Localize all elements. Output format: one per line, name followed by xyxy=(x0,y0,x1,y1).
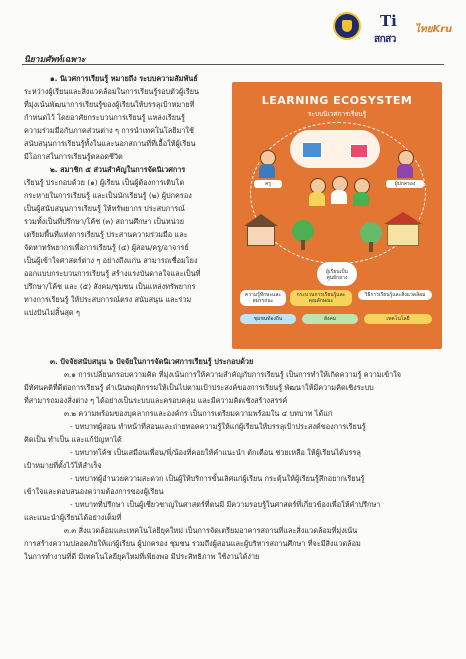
tree-icon xyxy=(292,220,314,242)
text-line: เข้าใจและตอบสนองความต้องการของผู้เรียน xyxy=(24,487,164,496)
factor-chip: เทคโนโลยี xyxy=(364,314,432,324)
text-line: ระหว่างผู้เรียนและสิ่งแวดล้อมในการเรียนรู้รอบตัวผู้เรียน xyxy=(24,87,199,96)
factor-chip: สังคม xyxy=(302,314,358,324)
text-line: ๓.๒ ความพร้อมของบุคลากรและองค์กร เป็นการเตรียมความพร้อมใน ๔ บทบาท ได้แก่ xyxy=(64,409,333,418)
paragraph-3 xyxy=(24,355,401,563)
text-line: - บทบาทโค้ช เป็นเสมือนเพื่อน/พี่/น้องที่คอยให้คำแนะนำ ตักเตือน ช่วยเหลือ ให้ผู้เรียนได้บรรลุ xyxy=(70,448,361,457)
learner-center-label: ผู้เรียนเป็นศูนย์กลาง xyxy=(326,269,348,281)
tree-trunk-icon xyxy=(301,240,305,250)
text-line: ๓. ปัจจัยสนับสนุน ๖ ปัจจัยในการจัดนิเวศการเรียนรู้ ประกอบด้วย xyxy=(50,357,254,366)
text-line: ที่สามารถมองสิ่งต่าง ๆ ได้อย่างเป็นระบบและครอบคลุม และมีความคิดเชิงสร้างสรรค์ xyxy=(24,396,288,405)
text-line: มีโอกาสในการเรียนรู้ตลอดชีวิต xyxy=(24,152,123,161)
text-line: และแนะนำผู้เรียนได้อย่างเต็มที่ xyxy=(24,513,122,522)
text-line: จัดหาทรัพยากรเพื่อการเรียนรู้ (๔) ผู้สอน/ครู/อาจารย์ xyxy=(24,243,189,252)
text-line: รวมทั้งเป็นที่ปรึกษา/โค้ช (๓) สถานศึกษา เป็นหน่วย xyxy=(24,217,185,226)
text-line: เป็นผู้สนับสนุนการเรียนรู้ ให้ทรัพยากร ประสบการณ์ xyxy=(24,204,185,213)
tree-trunk-icon xyxy=(369,242,373,252)
text-line: กระหายในการเรียนรู้ และเป็นนักเรียนรู้ (๒) ผู้ปกครอง xyxy=(24,191,192,200)
text-line: - บทบาทผู้สอน ทำหน้าที่สอนและถ่ายทอดความรู้ให้แก่ผู้เรียนให้บรรลุเป้าประสงค์ของการเรียนรู้ xyxy=(70,422,366,431)
text-line: ปรึกษา/โค้ช และ (๕) สังคม/ชุมชน เป็นแหล่งทรัพยากร xyxy=(24,282,196,291)
tsri-logo-icon: Ti สกสว xyxy=(374,12,397,45)
text-line: - บทบาทผู้อำนวยความสะดวก เป็นผู้ให้บริการขั้นเลิศแก่ผู้เรียน กระตุ้นให้ผู้เรียนรู้สึกอยากเรียนรู้ xyxy=(70,474,365,483)
teacher-label: ครู xyxy=(254,180,282,188)
page-header xyxy=(0,0,466,54)
text-line: ๓.๑ การเปลี่ยนกรอบความคิด ที่มุ่งเน้นการให้ความสำคัญกับการเรียนรู้ เป็นการทำให้เกิดความรู้ ความเข้าใจ xyxy=(64,370,402,379)
text-line: ทางการเรียนรู้ ให้ประสบการณ์ตรง สนับสนุน และร่วม xyxy=(24,295,192,304)
teacher-body-icon xyxy=(259,164,275,178)
text-line: มีทัศนคติที่ดีต่อการเรียนรู้ ดำเนินพฤติกรรมให้เป็นไปตามเป้าประสงค์ของการเรียนรู้ พัฒนาให้มีความคิดเชิงระบบ xyxy=(24,383,374,392)
tree-icon xyxy=(360,222,382,244)
section-label: นิยามศัพท์เฉพาะ xyxy=(24,55,86,65)
text-line: เป้าหมายที่ตั้งไว้ให้สำเร็จ xyxy=(24,461,102,470)
factor-chip: ความรู้ทักษะและสมรรถนะ xyxy=(240,290,286,306)
paragraph-1 xyxy=(24,72,199,163)
illustration-title: LEARNING ECOSYSTEM xyxy=(261,94,413,107)
tsri-logo-text: สกสว xyxy=(374,34,396,45)
factor-chip: ชุมชนท้องถิ่น xyxy=(240,314,296,324)
book-icon xyxy=(350,144,368,158)
text-line: ๓.๓ สิ่งแวดล้อมและเทคโนโลยียุคใหม่ เป็นการจัดเตรียมอาคารสถานที่และสิ่งแวดล้อมที่มุ่งเน้น xyxy=(64,526,358,535)
parent-label: ผู้ปกครอง xyxy=(386,180,424,188)
student-body-icon xyxy=(331,190,347,204)
text-line: กำหนดไว้ โดยอาศัยกระบวนการเรียนรู้ แหล่งเรียนรู้ xyxy=(24,113,185,122)
text-line: การสร้างความปลอดภัยให้แก่ผู้เรียน ผู้ปกครอง ชุมชน รวมถึงผู้สอนและผู้บริหารสถานศึกษา ที่จะมีสิ่งแวดล้อม xyxy=(24,539,361,548)
text-line: - บทบาทที่ปรึกษา เป็นผู้เชี่ยวชาญในศาสตร์ที่ตนมี มีความรอบรู้ในศาสตร์ที่เกี่ยวข้องเพื่อให้คำปรึกษา xyxy=(70,500,381,509)
text-line: ที่มุ่งเน้นพัฒนาการเรียนรู้ของผู้เรียนให้บรรลุเป้าหมายที่ xyxy=(24,100,195,109)
text-line: เรียนรู้ ประกอบด้วย (๑) ผู้เรียน เป็นผู้ต้องการเติบโต xyxy=(24,178,185,187)
header-divider xyxy=(22,64,444,65)
text-line: ออกแบบกระบวนการเรียนรู้ สร้างแรงบันดาลใจและเป็นที่ xyxy=(24,269,201,278)
text-line: ความร่วมมือกับภาคส่วนต่าง ๆ การนำเทคโนโลยีมาใช้ xyxy=(24,126,194,135)
parent-body-icon xyxy=(397,164,413,178)
text-line: สนับสนุนการเรียนรู้ทั้งในและนอกสถานที่ที่เอื้อให้ผู้เรียน xyxy=(24,139,196,148)
seal-logo-icon xyxy=(333,12,361,40)
student-body-icon xyxy=(353,192,369,206)
factor-chip: กระบวนการเรียนรู้และคุณลักษณะ xyxy=(290,290,352,306)
text-line: แบ่งปันไม่สิ้นสุด ๆ xyxy=(24,308,80,317)
text-line: เป็นผู้เข้าใจศาสตร์ต่าง ๆ อย่างถึงแก่น สามารถเชื่อมโยง xyxy=(24,256,198,265)
school-icon xyxy=(384,212,422,248)
text-line: ๒. สมาชิก ๕ ส่วนสำคัญในการจัดนิเวศการ xyxy=(50,165,186,174)
text-line: ในการทำงานที่ดี มีเทคโนโลยียุคใหม่ที่เพียงพอ มีประสิทธิภาพ ใช้งานได้ง่าย xyxy=(24,552,260,561)
illustration-subtitle: ระบบนิเวศการเรียนรู้ xyxy=(307,110,367,118)
paragraph-2 xyxy=(24,163,200,319)
text-line: คิดเป็น ทำเป็น และแก้ปัญหาได้ xyxy=(24,435,122,444)
book-icon xyxy=(302,142,322,158)
text-line: เตรียมพื้นที่แห่งการเรียนรู้ ประสานความร่วมมือ และ xyxy=(24,230,188,239)
house-icon xyxy=(244,214,278,248)
text-line: ๑. นิเวศการเรียนรู้ หมายถึง ระบบความสัมพันธ์ xyxy=(50,74,198,83)
learning-ecosystem-illustration xyxy=(232,82,442,349)
kru-logo: ไทยKru xyxy=(415,24,453,35)
factor-chip: วิธีการเรียนรู้และสิ่งแวดล้อม xyxy=(358,290,432,300)
student-body-icon xyxy=(309,192,325,206)
factor-chips xyxy=(240,290,434,342)
